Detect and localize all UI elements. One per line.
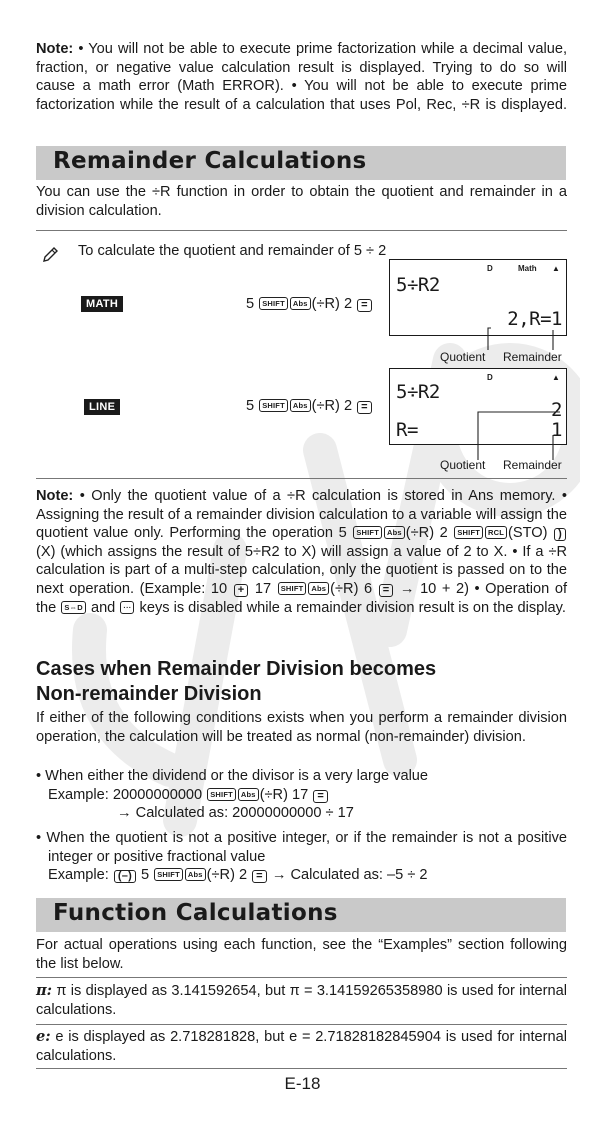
lcd-r-label: R= [396,419,418,441]
plus-key: + [234,584,249,597]
abs-key: Abs [290,297,311,310]
case-example [36,786,567,805]
shift-key: SHIFT [207,788,236,801]
example-caption: To calculate the quotient and remainder of 5 ÷ 2 [78,243,387,259]
e-label: e: [36,1028,51,1045]
lcd-result: 2,R=1 [507,308,562,330]
note-text: and [90,599,116,616]
remainder-intro: You can use the ÷R function in order to obtain the quotient and remainder in a division calculation. [36,184,567,219]
ind-math: Math [518,264,537,273]
line-label-quotient: Quotient [440,458,486,472]
math-leader-lines [460,320,570,350]
negative-key: (–) [114,870,136,883]
equals-key: = [357,401,372,414]
equals-key: = [252,870,267,883]
math-label-remainder: Remainder [503,350,562,364]
case-example [36,866,567,885]
shift-key: SHIFT [278,582,307,595]
note-ans-memory [36,487,567,617]
section-title-function: Function Calculations [53,900,338,926]
note-text: keys is disabled while a remainder division result is on the display. [139,599,566,616]
case-example-text: Example: [48,867,109,884]
seq-number: 2 [343,398,353,414]
case-calculated-as: → Calculated as: –5 ÷ 2 [271,867,428,884]
note-text: (X) (which assigns the result of 5÷R2 to X) will assign a value of 2 to X. • If a ÷R calculation is part of a multi-step calculation, only the quotient is passed on to the next operation. (Example: 10 [36,543,567,597]
cases-heading-line2: Non-remainder Division [36,683,262,705]
e-bottom-rule [36,1068,567,1069]
lcd-quotient: 2 [551,399,562,421]
shift-key: SHIFT [259,297,288,310]
abs-key: Abs [290,399,311,412]
pi-text: π is displayed as 3.141592654, but π = 3.14159265358980 is used for internal calculations. [36,983,567,1018]
page-number: E-18 [284,1074,321,1093]
note-prime-factorization [36,40,567,114]
e-top-rule [36,1024,567,1025]
note-label: Note: [36,41,74,57]
note-text: 17 [254,580,272,597]
seq-number: 2 [343,296,353,312]
shift-key: SHIFT [454,526,483,539]
equals-key: = [313,790,328,803]
section-title-remainder: Remainder Calculations [53,148,367,174]
abs-key: Abs [238,788,259,801]
function-intro: For actual operations using each function, see the “Examples” section following the list below. [36,937,567,972]
seq-number: 5 [246,398,255,414]
case-calculated-as: → Calculated as: 20000000000 ÷ 17 [117,805,354,822]
shift-key: SHIFT [154,868,183,881]
note-label: Note: [36,488,74,504]
case-example-text: Example: 20000000000 [48,786,203,803]
line-leader-lines [460,405,570,460]
equals-key: = [357,299,372,312]
ind-arrow: ▲ [552,264,560,273]
rcl-key: RCL [485,526,507,539]
pencil-icon [40,245,60,265]
note-text: (STO) [508,525,548,542]
line-key-sequence [246,398,373,414]
case-bullet-text: • When the quotient is not a positive integer, or if the remainder is not a positive integer or positive fractional value [36,830,567,865]
math-mode-badge: MATH [81,296,123,312]
seq-func: (÷R) [311,398,340,414]
cases-heading [36,657,567,707]
abs-key: Abs [384,526,405,539]
math-label-quotient: Quotient [440,350,486,364]
case-example-text: (÷R) 2 [206,867,248,884]
case-example-text: (÷R) 17 [259,786,309,803]
cases-intro: If either of the following conditions exists when you perform a remainder division operation, the calculation will be treated as normal (non-remainder) division. [36,710,567,745]
example-top-rule [36,230,567,231]
ind-arrow: ▲ [552,373,560,382]
math-key-sequence [246,296,373,312]
shift-key: SHIFT [259,399,288,412]
line-mode-badge: LINE [84,399,120,415]
case-not-positive [36,829,567,885]
equals-key: = [379,584,394,597]
note-text: → 10 + 2) • Operation of the [36,580,567,616]
note-text: • Only the quotient value of a ÷R calculation is stored in Ans memory. [79,488,556,504]
example-bottom-rule [36,478,567,479]
seq-func: (÷R) [311,296,340,312]
pi-entry [36,982,567,1019]
shift-key: SHIFT [353,526,382,539]
ind-d: D [487,373,493,382]
pi-label: π: [36,982,53,999]
abs-key: Abs [308,582,329,595]
case-example-text: 5 [141,867,150,884]
lcd-input: 5÷R2 [396,381,440,403]
e-entry [36,1028,567,1065]
pi-top-rule [36,977,567,978]
case-large-value [36,767,567,823]
ind-d: D [487,264,493,273]
paren-key: ) [554,528,566,541]
seq-number: 5 [246,296,255,312]
e-text: e is displayed as 2.718281828, but e = 2.71828182845904 is used for internal calculations. [36,1029,567,1064]
note-text: (÷R) 6 [330,580,373,597]
eng-key: ··· [120,601,134,614]
case-bullet-text: • When either the dividend or the divisor is a very large value [36,768,429,784]
abs-key: Abs [185,868,206,881]
lcd-remainder: 1 [551,419,562,441]
note-text: (÷R) 2 [405,525,448,542]
lcd-input: 5÷R2 [396,274,440,296]
s-d-key: S⇔D [61,601,86,614]
note-text: • Assigning the result of a remainder division calculation to a variable will assign the quotient value only. Performing the operation 5 [36,488,567,542]
note-text: • You will not be able to execute prime factorization while a decimal value, fraction, or negative value calculation result is displayed. Trying to do so will cause a math error (Math ERROR). • You will not be able to execute prime factorization while the result of a calculation that uses Pol, Rec, ÷R is displayed. [36,41,567,113]
cases-heading-line1: Cases when Remainder Division becomes [36,658,437,680]
line-label-remainder: Remainder [503,458,562,472]
